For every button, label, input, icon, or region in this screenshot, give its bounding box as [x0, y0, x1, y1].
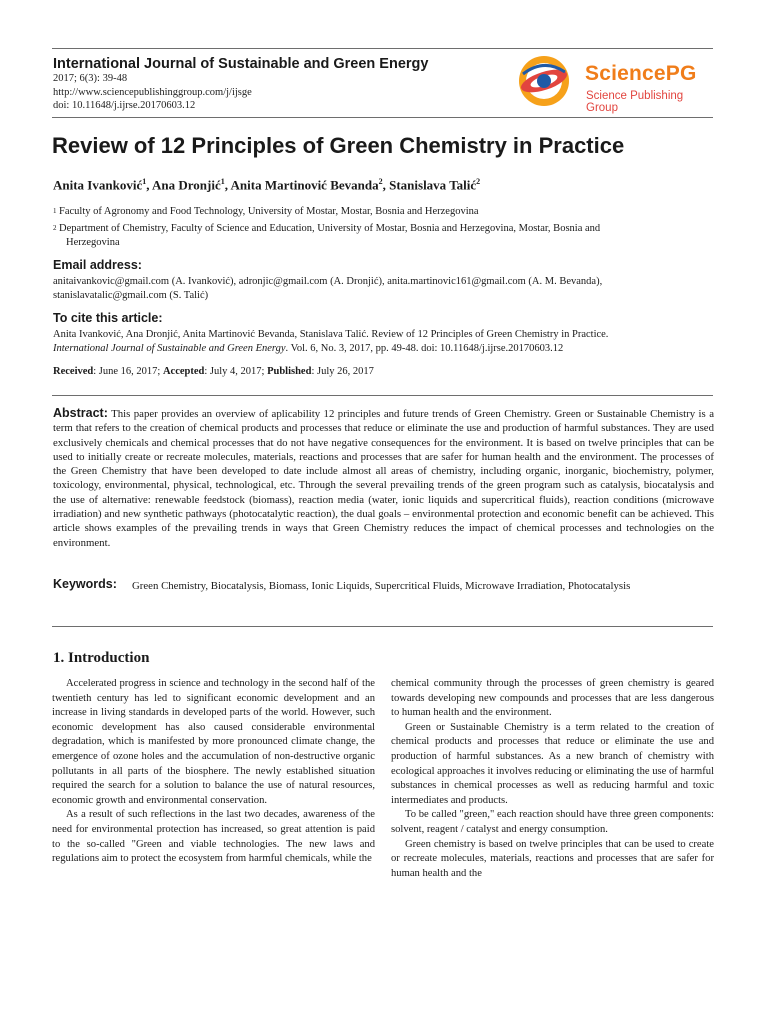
email-addresses [53, 275, 718, 303]
paragraph: As a result of such reflections in the last two decades, awareness of the need for environmental protection has increased, so great attention is paid to the so-called "Green and viable technologies. The new laws and regulations aim to protect the ecosystem from harmful chemicals, while the [52, 809, 375, 865]
published-label: Published [267, 366, 312, 377]
citation [53, 328, 718, 356]
author-name: Stanislava Talić [389, 177, 477, 193]
citation-journal: International Journal of Sustainable and Green Energy [53, 343, 286, 354]
body-column-left [52, 677, 375, 867]
paragraph: Green chemistry is based on twelve principles that can be used to create or recreate molecules, materials, reactions and processes that are safer for human health and the [391, 838, 714, 879]
abstract-label: Abstract: [53, 406, 108, 420]
author-sup: 2 [476, 177, 481, 186]
keywords-label: Keywords: [53, 577, 117, 591]
affiliation-text: Department of Chemistry, Faculty of Science and Education, University of Mostar, Bosnia and Herzegovina, Mostar, Bosnia and [59, 223, 601, 234]
publication-dates [53, 366, 374, 377]
paragraph: chemical community through the processes of green chemistry is geared towards developing new compounds and processes that are less dangerous to human health and the environment. [391, 678, 714, 719]
affiliation-2 [53, 222, 693, 250]
received-label: Received [53, 366, 94, 377]
journal-header [53, 56, 493, 113]
keywords-text: Green Chemistry, Biocatalysis, Biomass, Ionic Liquids, Supercritical Fluids, Microwave Irradiation, Photocatalysis [132, 580, 631, 592]
affiliation-text-continued: Herzegovina [66, 237, 120, 248]
affiliation-text: Faculty of Agronomy and Food Technology, University of Mostar, Mostar, Bosnia and Herzegovina [59, 206, 479, 217]
journal-volume: 2017; 6(3): 39-48 [53, 73, 128, 84]
section-heading-introduction: 1. Introduction [53, 650, 150, 666]
published-date: : July 26, 2017 [311, 366, 374, 377]
affiliations [53, 205, 693, 253]
keywords-bottom-rule [52, 626, 713, 627]
author-sup: 1 [142, 177, 147, 186]
author-list: Anita Ivanković$^1$, Ana Dronjić$^1$, Anita Martinović Bevanda$^2$, Stanislava Talić$^2$ [53, 177, 481, 193]
abstract-top-rule [52, 395, 713, 396]
header-top-rule [52, 48, 713, 49]
citation-rest: . Vol. 6, No. 3, 2017, pp. 49-48. doi: 10.11648/j.ijrse.20170603.12 [285, 343, 564, 354]
received-date: : June 16, 2017; [93, 366, 163, 377]
publisher-subtitle: Science Publishing Group [586, 90, 684, 114]
author-sup: 1 [220, 177, 225, 186]
affiliation-1 [53, 205, 693, 219]
paragraph: To be called "green," each reaction should have three green components: solvent, reagent / catalyst and energy consumption. [391, 809, 714, 835]
accepted-label: Accepted [162, 366, 205, 377]
paragraph: Green or Sustainable Chemistry is a term related to the creation of chemical products and processes that reduce or eliminate the use and production of harmful substances. As a new branch of chemistry with ecological approaches it involves reducing or eliminating the use of harmful substances in chemical processes as well as reducing harmful and toxic intermediates and products. [391, 721, 715, 806]
email-line[interactable]: stanislavatalic@gmail.com (S. Talić) [53, 290, 209, 301]
keywords [53, 577, 714, 592]
header-bottom-rule [52, 117, 713, 118]
abstract [53, 406, 714, 550]
journal-url[interactable]: http://www.sciencepublishinggroup.com/j/ijsge [53, 86, 252, 98]
journal-doi: doi: 10.11648/j.ijrse.20170603.12 [53, 100, 196, 111]
abstract-text: This paper provides an overview of aplicability 12 principles and future trends of Green Chemistry. Green or Sustainable Chemistry is a term that refers to the creation of chemical products and processes that reduce or eliminate the use and production of harmful substances. They are used exclusively chemicals and chemical processes that do not have negative consequences for the environment. It is based on twelve principles that can be used to initially create or recreate molecules, materials, reactions and processes that are safer for human health and the environment. The processes of the Green Chemistry that have been developed to date include almost all areas of chemistry, including organic, inorganic, biochemistry, polymer, toxicology, environmental, physical, technological, etc. Through the several prevailing trends of the green program such as catalysis, biocatalysis and the use of alternative: renewable feedstock (biomass), reaction media (water, ionic liquids and supercritical fluids), reaction conditions (microwave irradiation) and new synthetic pathways (photocatalytic reaction), the dual goals – environmental protection and economic benefit can be achieved. This article shows examples of the prevailing trends in ways that Green Chemistry reduces the impact of chemical processes and technologies on the environment. [53, 408, 714, 549]
author-sup: 2 [378, 177, 383, 186]
accepted-date: : July 4, 2017; [204, 366, 268, 377]
paragraph: Accelerated progress in science and technology in the second half of the twentieth century has led to significant economic development and an increase in living standards in developed parts of the world. However, such economic development has also caused considerable environmental degradation, which is manifested by more pronounced climate change, the emergence of ozone holes and the accumulation of non-destructive organic pollutants in all parts of the biosphere. The newly established situation required the search for a solution to balance the use of natural resources, economic growth and environmental conservation. [52, 678, 375, 806]
body-column-right [391, 677, 714, 881]
publisher-logo [517, 52, 717, 114]
author-name: Ana Dronjić [152, 177, 221, 193]
citation-line-2 [53, 342, 718, 356]
cite-heading: To cite this article: [53, 311, 163, 325]
email-line[interactable]: anitaivankovic@gmail.com (A. Ivanković), adronjic@gmail.com (A. Dronjić), anita.martinovic161@gmail.com (A. M. Bevanda), [53, 276, 603, 287]
email-heading: Email address: [53, 258, 142, 272]
citation-line: Anita Ivanković, Ana Dronjić, Anita Martinović Bevanda, Stanislava Talić. Review of 12 Principles of Green Chemistry in Practice. [53, 329, 609, 340]
affiliation-sup: 1 [53, 207, 57, 215]
author-name: Anita Martinović Bevanda [230, 177, 379, 193]
paper-title: Review of 12 Principles of Green Chemistry in Practice [52, 133, 625, 158]
author-name: Anita Ivanković [53, 177, 143, 193]
journal-title: International Journal of Sustainable and Green Energy [53, 56, 429, 72]
affiliation-sup: 2 [53, 224, 57, 232]
publisher-name: SciencePG [585, 62, 697, 85]
sciencepg-logo-icon [517, 54, 571, 108]
